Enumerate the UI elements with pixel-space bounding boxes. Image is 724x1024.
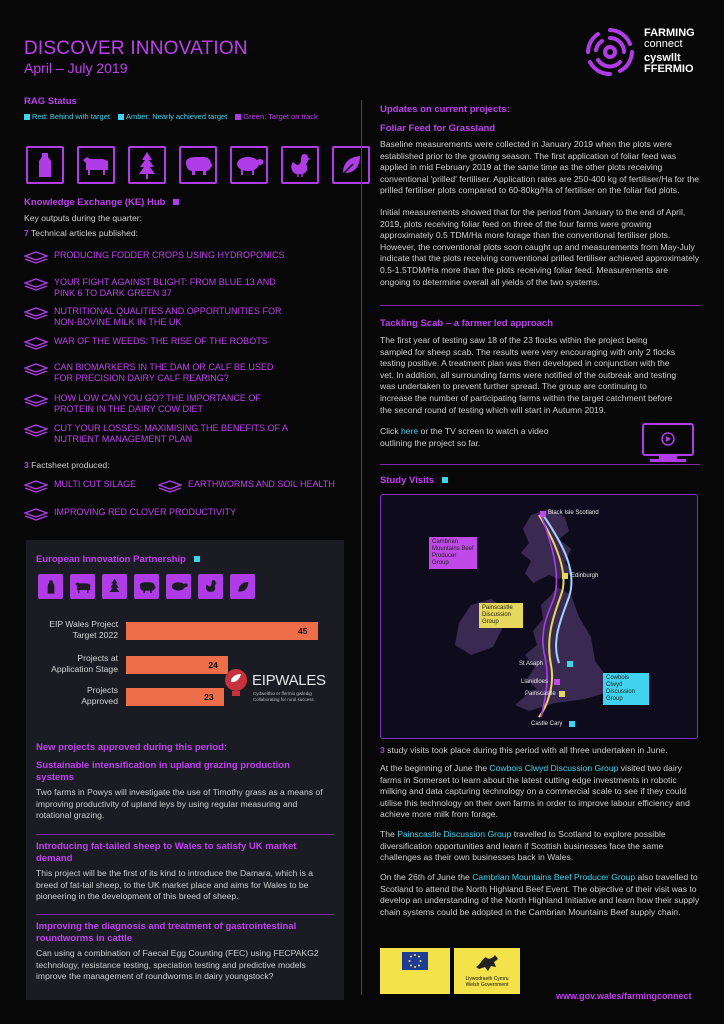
video-prompt-line2: outlining the project so far. [380, 437, 481, 448]
tv-screen-icon[interactable] [642, 423, 694, 463]
bar-value-label: 24 [208, 660, 218, 670]
study-visits-summary-text: study visits took place during this period with all three undertaken in June. [387, 745, 668, 755]
rag-green-swatch [235, 114, 241, 120]
factsheet-title: MULTI CUT SILAGE [54, 479, 137, 489]
article-item[interactable] [24, 250, 324, 265]
rag-heading: RAG Status [24, 96, 77, 107]
bar-label-line: Approved [81, 696, 118, 706]
study-visit-paragraph [380, 829, 700, 864]
ke-hub-intro: Key outputs during the quarter: [24, 213, 143, 223]
farming-connect-logo-icon [584, 26, 636, 78]
group-link-cowbois[interactable]: Cowbois Clwyd Discussion Group [489, 763, 619, 773]
eip-heading-text: European Innovation Partnership [36, 554, 186, 565]
bar-label [32, 685, 118, 707]
factsheet-item[interactable] [24, 507, 236, 522]
eip-panel [26, 540, 344, 1000]
article-item[interactable] [24, 277, 324, 299]
factsheet-title: IMPROVING RED CLOVER PRODUCTIVITY [54, 507, 237, 517]
book-icon [24, 251, 48, 265]
map-marker [540, 511, 546, 517]
project-title: Sustainable intensification in upland grazing production systems [36, 760, 290, 783]
rag-amber-label: Amber: Nearly achieved target [125, 112, 228, 121]
ke-factsheets-count-line [24, 460, 110, 472]
map-place-label: Edinburgh [571, 573, 599, 579]
article-item[interactable] [24, 336, 324, 351]
study-visits-count: 3 [380, 745, 385, 755]
study-visits-heading-text: Study Visits [380, 475, 435, 486]
rag-red-swatch [24, 114, 30, 120]
ke-articles-count: 7 [24, 228, 29, 238]
book-icon [24, 480, 48, 494]
project-body: This project will be the first of its kind to introduce the Damara, which is a breed of fat-tail sheep, to the UK market place and aims for Wales to be pioneering in the development of this breed of sheep. [36, 868, 314, 902]
sheep-icon [166, 574, 191, 599]
lightbulb-leaf-icon [222, 668, 250, 698]
ke-hub-heading-text: Knowledge Exchange (KE) Hub [24, 197, 166, 208]
ke-factsheets-count: 3 [24, 460, 29, 470]
eip-wales-logo [222, 666, 334, 720]
pig-icon [134, 574, 159, 599]
scab-heading: Tackling Scab – a farmer led approach [380, 318, 553, 329]
project-title: Introducing fat-tailed sheep to Wales to satisfy UK market demand [36, 841, 297, 864]
factsheet-title: EARTHWORMS AND SOIL HEALTH [188, 479, 335, 489]
bar-label-line: Target 2022 [72, 630, 118, 640]
map-marker [562, 573, 568, 579]
leaf-icon [332, 146, 370, 184]
study-visit-text: At the beginning of June the [380, 763, 490, 773]
bar-label-line: Projects [86, 685, 118, 695]
milk-bottle-icon [38, 574, 63, 599]
book-icon [24, 363, 48, 377]
logo-line-3: cyswllt [644, 52, 681, 64]
rag-amber-swatch [118, 114, 124, 120]
article-title: CAN BIOMARKERS IN THE DAM OR CALF BE USED FOR PRECISION DAIRY CALF REARING? [54, 362, 274, 383]
eip-logo-tagline-welsh: Cydweithio er ffermio gwledig [253, 691, 312, 696]
bar-target-2022 [126, 622, 318, 640]
study-visit-text: On the 26th of June the [380, 872, 473, 882]
study-visit-text: The [380, 829, 398, 839]
new-projects-heading: New projects approved during this period: [36, 742, 228, 753]
map-group-box-cambrian: Cambrian Mountains Beef Producer Group [429, 537, 477, 569]
gov-line-1: Llywodraeth Cymru [465, 976, 509, 982]
chicken-icon [281, 146, 319, 184]
factsheet-item[interactable] [24, 479, 136, 494]
factsheet-item[interactable] [158, 479, 335, 494]
updates-heading: Updates on current projects: [380, 104, 510, 115]
eu-funding-logo [380, 948, 450, 994]
eip-status-square [194, 556, 200, 562]
foliar-paragraph-1: Baseline measurements were collected in January 2019 when the plots were established prior to the growing season. The first application of foliar feed was applied in mid February 2019 at the same time as the other plots receiving conventional 'prilled' fertiliser. Application rates are 250-400 kg of fertiliser/Ha for the prilled fertiliser plots compared to 60-80kg/Ha of fertiliser on the foliar fed plots. [380, 139, 700, 196]
article-title: HOW LOW CAN YOU GO? THE IMPORTANCE OF PROTEIN IN THE DAIRY COW DIET [54, 393, 261, 414]
map-marker [567, 661, 573, 667]
map-marker [569, 721, 575, 727]
tree-icon [102, 574, 127, 599]
book-icon [24, 307, 48, 321]
article-title: NUTRITIONAL QUALITIES AND OPPORTUNITIES FOR NON-BOVINE MILK IN THE UK [54, 306, 282, 327]
eip-logo-text: EIPWALES [252, 672, 326, 689]
book-icon [158, 480, 182, 494]
video-prompt-prefix: Click [380, 426, 402, 436]
article-item[interactable] [24, 362, 324, 384]
page-title: DISCOVER INNOVATION [24, 38, 248, 59]
map-marker [554, 679, 560, 685]
scab-paragraph: The first year of testing saw 18 of the 23 flocks within the project being sampled for sheep scab. The results were very encouraging with only 2 flocks testing positive. A treatment plan was then developed in conjunction with the vet. In addition, all surrounding farms were notified of the outbreak and testing was undertaken to prevent further spread. The group are continuing to increase the number of participating farms within the target catchment before the second round of testing which will start in Autumn 2019. [380, 335, 677, 415]
article-title: CUT YOUR LOSSES: MAXIMISING THE BENEFITS OF A NUTRIENT MANAGEMENT PLAN [54, 423, 288, 444]
article-item[interactable] [24, 306, 324, 328]
bar-label [32, 619, 118, 641]
ke-articles-count-line [24, 228, 138, 240]
eu-flag-icon [402, 952, 428, 970]
book-icon [24, 424, 48, 438]
study-visits-status-square [442, 477, 448, 483]
bar-label-line: EIP Wales Project [49, 619, 118, 629]
bar-label-line: Projects at [77, 653, 118, 663]
bar-label-line: Application Stage [51, 664, 118, 674]
section-divider [36, 914, 334, 915]
map-place-label: Castle Cary [531, 721, 563, 727]
rag-red-item [24, 112, 110, 121]
book-icon [24, 337, 48, 351]
video-prompt-suffix: or the TV screen to watch a video [418, 426, 549, 436]
rag-green-label: Green: Target on track [243, 112, 318, 121]
book-icon [24, 394, 48, 408]
map-group-box-cowbois: Cowbois Clwyd Discussion Group [603, 673, 649, 705]
section-divider [380, 464, 700, 465]
ke-hub-heading [24, 197, 179, 208]
uk-map-icon [381, 495, 698, 739]
farming-connect-logo [644, 28, 695, 75]
bar-value-label: 23 [204, 692, 214, 702]
map-place-label: Black Isle Scotland [548, 510, 599, 516]
map-group-box-painscastle: Painscastle Discussion Group [479, 603, 523, 628]
section-divider [36, 834, 334, 835]
logo-line-2: connect [644, 38, 683, 50]
bar-value-label: 45 [298, 626, 308, 636]
video-prompt [380, 426, 630, 449]
study-visit-paragraph [380, 872, 700, 918]
article-title: WAR OF THE WEEDS: THE RISE OF THE ROBOTS [54, 336, 268, 346]
milk-bottle-icon [26, 146, 64, 184]
study-visits-map [380, 494, 698, 739]
map-place-label: Llanidloes [521, 679, 549, 685]
video-link[interactable]: here [401, 426, 419, 436]
map-marker [559, 691, 565, 697]
project-body: Two farms in Powys will investigate the use of Timothy grass as a means of improving productivity of upland leys by using regular measuring and rotational grazing. [36, 787, 323, 821]
study-visit-text: also travelled to Scotland to attend the North Highland Beef Event. The objective of their visit was to develop an understanding of the North Highland Initiative and learn how their supply chain systems could be adopted in the Cambrian Mountains Beef supply chain. [380, 872, 700, 917]
map-place-label: Painscastle [525, 691, 556, 697]
article-title: YOUR FIGHT AGAINST BLIGHT: FROM BLUE 13 AND PINK 6 TO DARK GREEN 37 [54, 277, 276, 298]
welsh-government-text [457, 976, 517, 988]
dairy-cow-icon [70, 574, 95, 599]
tree-icon [128, 146, 166, 184]
study-visit-text: visited two dairy farms in Somerset to learn about the latest cutting edge investments in robotic milking and data capturing technology on a commercial scale to see if they could utilise this technology on their own farms in order to improve labour efficiency and achieve more milk from forage. [380, 763, 690, 820]
foliar-paragraph-2: Initial measurements showed that for the period from January to the end of April, 2019, plots receiving foliar feed on three of the four farms were growing approximately 0.5 TDM/Ha more forage than the conventional fertiliser plots. However, the conventional plots soon caught up and measurements from May-July indicate that the plots receiving conventional prilled fertiliser achieved approximately 0.5-1.5TDM/Ha more than the plots receiving foliar feed. Measurements are ongoing to determine overall all yields of the two systems. [380, 207, 700, 287]
pig-icon [179, 146, 217, 184]
book-icon [24, 278, 48, 292]
column-divider [361, 100, 362, 995]
chicken-icon [198, 574, 223, 599]
map-place-label: St Asaph [519, 661, 544, 667]
sector-icon-row [26, 146, 370, 184]
eip-sector-icon-row [38, 574, 255, 599]
logo-line-4: FFERMIO [644, 63, 694, 75]
project-title: Improving the diagnosis and treatment of gastrointestinal roundworms in cattle [36, 921, 297, 944]
ke-factsheets-label: Factsheet produced: [31, 460, 110, 470]
bar-label [32, 653, 118, 675]
rag-green-item [235, 112, 317, 121]
eip-logo-tagline-english: Collaborating for rural success [253, 696, 314, 702]
study-visit-paragraph [380, 763, 700, 821]
article-title: PRODUCING FODDER CROPS USING HYDROPONICS [54, 250, 285, 260]
study-visits-summary [380, 745, 700, 757]
section-divider [380, 305, 700, 306]
page-subtitle: April – July 2019 [24, 60, 128, 76]
eip-heading [36, 554, 200, 565]
foliar-heading: Foliar Feed for Grassland [380, 123, 496, 134]
ke-articles-label: Technical articles published: [31, 228, 139, 238]
book-icon [24, 508, 48, 522]
dairy-cow-icon [77, 146, 115, 184]
project-body: Can using a combination of Faecal Egg Counting (FEC) using FECPAKG2 technology, resistance testing, speciation testing and predictive models improve the management of roundworms in dairy youngstock? [36, 948, 319, 982]
rag-red-label: Red: Behind with target [32, 112, 110, 121]
group-link-cambrian[interactable]: Cambrian Mountains Beef Producer Group [472, 872, 636, 882]
footer-url-link[interactable]: www.gov.wales/farmingconnect [556, 991, 692, 1001]
sheep-icon [230, 146, 268, 184]
group-link-painscastle[interactable]: Painscastle Discussion Group [397, 829, 512, 839]
study-visit-text: travelled to Scotland to explore possible diversification opportunities and learn if Scottish businesses face the same challenges as their own businesses back in Wales. [380, 829, 666, 863]
eip-logo-tagline [253, 691, 314, 702]
logo-line-1: FARMING [644, 27, 695, 39]
gov-line-2: Welsh Government [465, 982, 509, 988]
ke-hub-status-square [173, 199, 179, 205]
article-item[interactable] [24, 393, 324, 415]
welsh-dragon-icon [474, 951, 500, 973]
rag-legend [24, 112, 318, 121]
study-visits-heading [380, 475, 448, 486]
article-item[interactable] [24, 423, 324, 445]
welsh-government-logo [454, 948, 520, 994]
rag-amber-item [118, 112, 227, 121]
leaf-icon [230, 574, 255, 599]
